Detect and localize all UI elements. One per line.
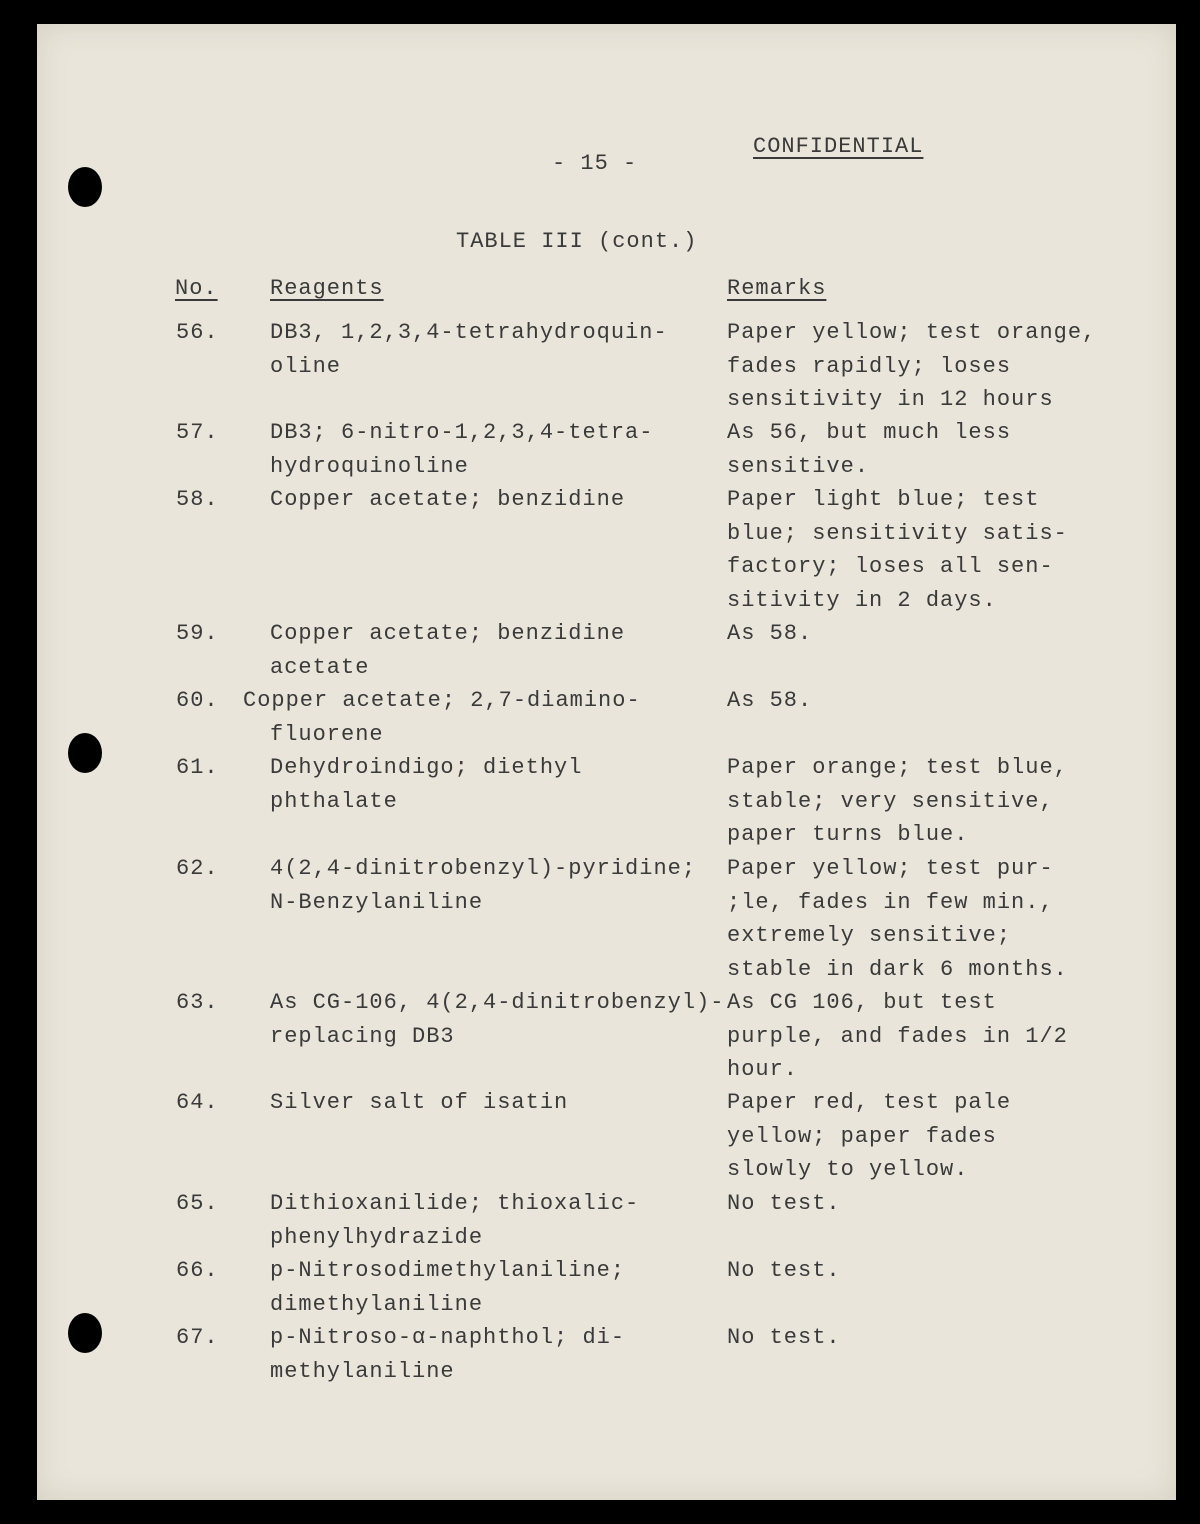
column-header-reagents: Reagents — [270, 276, 384, 301]
remark-line: No test. — [727, 1325, 841, 1350]
classification-label: CONFIDENTIAL — [753, 134, 924, 159]
punch-hole-middle — [68, 733, 102, 773]
punch-hole-top — [68, 167, 102, 207]
reagent-line: phthalate — [270, 788, 398, 814]
reagent-line: phenylhydrazide — [270, 1224, 484, 1250]
reagent-cell — [270, 1254, 720, 1321]
row-number: 65. — [176, 1191, 219, 1216]
remark-cell — [727, 1254, 1127, 1288]
reagent-cell — [270, 483, 720, 517]
reagent-line: As CG-106, 4(2,4-dinitrobenzyl)- — [270, 990, 725, 1015]
remark-line: Paper yellow; test pur- — [727, 856, 1054, 881]
row-number: 61. — [176, 755, 219, 780]
reagent-line: DB3, 1,2,3,4-tetrahydroquin- — [270, 320, 668, 345]
remark-line: yellow; paper fades — [727, 1123, 997, 1149]
reagent-line: dimethylaniline — [270, 1291, 484, 1317]
remark-line: purple, and fades in 1/2 — [727, 1023, 1068, 1049]
reagent-line: oline — [270, 353, 342, 379]
remark-line: sensitive. — [727, 453, 870, 479]
remark-line: Paper yellow; test orange, — [727, 320, 1097, 345]
row-number: 59. — [176, 621, 219, 646]
reagent-line: Copper acetate; 2,7-diamino- — [243, 688, 641, 713]
page-number: - 15 - — [552, 151, 638, 176]
remark-line: hour. — [727, 1057, 799, 1083]
reagent-line: Copper acetate; benzidine — [270, 621, 626, 646]
row-number: 67. — [176, 1325, 219, 1350]
reagent-cell — [270, 316, 720, 383]
remark-cell — [727, 617, 1127, 651]
reagent-line: p-Nitrosodimethylaniline; — [270, 1258, 626, 1283]
remark-cell — [727, 316, 1127, 417]
reagent-cell — [243, 684, 693, 751]
reagent-line: Copper acetate; benzidine — [270, 487, 626, 512]
reagent-cell — [270, 986, 725, 1053]
remark-cell — [727, 986, 1127, 1087]
remark-line: extremely sensitive; — [727, 923, 1012, 949]
reagent-line: methylaniline — [270, 1358, 455, 1384]
remark-line: paper turns blue. — [727, 822, 969, 848]
table-title: TABLE III (cont.) — [456, 229, 698, 254]
remark-cell — [727, 1086, 1127, 1187]
reagent-line: Dehydroindigo; diethyl — [270, 755, 583, 780]
remark-cell — [727, 1187, 1127, 1221]
reagent-line: 4(2,4-dinitrobenzyl)-pyridine; — [270, 856, 697, 881]
reagent-line: acetate — [270, 654, 370, 680]
remark-line: No test. — [727, 1258, 841, 1283]
reagent-cell — [270, 1321, 720, 1388]
reagent-cell — [270, 852, 720, 919]
remark-line: ;le, fades in few min., — [727, 889, 1054, 915]
remark-cell — [727, 416, 1127, 483]
remark-cell — [727, 751, 1127, 852]
row-number: 63. — [176, 990, 219, 1015]
row-number: 64. — [176, 1090, 219, 1115]
remark-line: Paper light blue; test — [727, 487, 1040, 512]
remark-cell — [727, 483, 1127, 617]
remark-line: blue; sensitivity satis- — [727, 520, 1068, 546]
reagent-line: N-Benzylaniline — [270, 889, 484, 915]
reagent-line: fluorene — [270, 721, 384, 747]
reagent-line: p-Nitroso-α-naphthol; di- — [270, 1325, 626, 1350]
reagent-line: Silver salt of isatin — [270, 1090, 569, 1115]
row-number: 57. — [176, 420, 219, 445]
remark-line: factory; loses all sen- — [727, 554, 1054, 580]
remark-line: As 56, but much less — [727, 420, 1012, 445]
remark-line: sitivity in 2 days. — [727, 587, 997, 613]
remark-line: As 58. — [727, 621, 813, 646]
row-number: 60. — [176, 688, 219, 713]
column-header-remarks: Remarks — [727, 276, 827, 301]
remark-line: No test. — [727, 1191, 841, 1216]
reagent-cell — [270, 1187, 720, 1254]
reagent-cell — [270, 617, 720, 684]
reagent-line: hydroquinoline — [270, 453, 469, 479]
remark-line: stable; very sensitive, — [727, 788, 1054, 814]
reagent-line: DB3; 6-nitro-1,2,3,4-tetra- — [270, 420, 654, 445]
remark-line: Paper orange; test blue, — [727, 755, 1068, 780]
remark-line: fades rapidly; loses — [727, 353, 1012, 379]
remark-line: As CG 106, but test — [727, 990, 997, 1015]
remark-line: sensitivity in 12 hours — [727, 387, 1054, 413]
reagent-cell — [270, 751, 720, 818]
remark-line: Paper red, test pale — [727, 1090, 1012, 1115]
row-number: 58. — [176, 487, 219, 512]
remark-cell — [727, 852, 1127, 986]
row-number: 56. — [176, 320, 219, 345]
column-header-no: No. — [175, 276, 218, 301]
remark-line: stable in dark 6 months. — [727, 956, 1068, 982]
reagent-cell — [270, 416, 720, 483]
remark-cell — [727, 684, 1127, 718]
remark-line: slowly to yellow. — [727, 1157, 969, 1183]
remark-line: As 58. — [727, 688, 813, 713]
row-number: 62. — [176, 856, 219, 881]
punch-hole-bottom — [68, 1313, 102, 1353]
reagent-line: replacing DB3 — [270, 1023, 455, 1049]
remark-cell — [727, 1321, 1127, 1355]
reagent-line: Dithioxanilide; thioxalic- — [270, 1191, 640, 1216]
reagent-cell — [270, 1086, 720, 1120]
row-number: 66. — [176, 1258, 219, 1283]
